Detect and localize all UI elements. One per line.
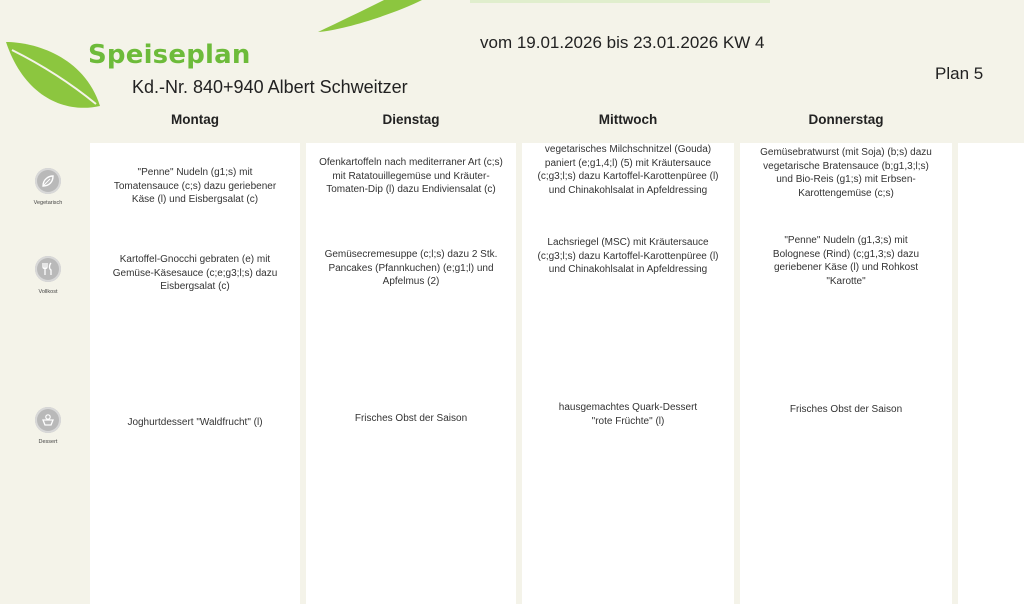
- page-title: Speiseplan: [88, 40, 251, 70]
- day-header-montag: Montag: [171, 112, 219, 127]
- menu-cell-donnerstag-vegetarisch: Gemüsebratwurst (mit Soja) (b;s) dazu vegetarische Bratensauce (b;g1,3;l;s) und Bio-Reis (g1;s) mit Erbsen-Karottengemüse (c;s): [760, 147, 932, 199]
- leaf-plate-icon: [35, 168, 61, 194]
- menu-cell-mittwoch-vegetarisch: vegetarisches Milchschnitzel (Gouda) paniert (e;g1,4;l) (5) mit Kräutersauce (c;g3;l;s) dazu Kartoffel-Karottenpüree (l) und Chinakohlsalat in Apfeldressing: [537, 144, 719, 196]
- cutlery-icon: [35, 256, 61, 282]
- menu-cell-dienstag-vollkost: Gemüsecremesuppe (c;l;s) dazu 2 Stk. Pancakes (Pfannkuchen) (e;g1;l) und Apfelmus (2): [324, 249, 498, 287]
- row-label-vollkost: Vollkost: [38, 289, 58, 295]
- menu-cell-mittwoch-dessert: hausgemachtes Quark-Dessert "rote Früchte" (l): [558, 402, 698, 427]
- leaf-logo-top: [314, 0, 424, 34]
- menu-cell-mittwoch-vollkost: Lachsriegel (MSC) mit Kräutersauce (c;g3;l;s) dazu Kartoffel-Karottenpüree (l) und Chinakohlsalat in Apfeldressing: [537, 237, 719, 275]
- day-header-donnerstag: Donnerstag: [808, 112, 884, 127]
- day-header-dienstag: Dienstag: [382, 112, 440, 127]
- leaf-top-strip: [470, 0, 770, 6]
- plan-number: Plan 5: [935, 64, 984, 83]
- menu-cell-montag-dessert: Joghurtdessert "Waldfrucht" (l): [127, 417, 263, 428]
- day-column-freitag: [958, 143, 1024, 604]
- day-column-mittwoch: [522, 143, 734, 604]
- date-range: vom 19.01.2026 bis 23.01.2026 KW 4: [480, 33, 765, 52]
- menu-cell-dienstag-dessert: Frisches Obst der Saison: [354, 413, 468, 424]
- menu-cell-montag-vollkost: Kartoffel-Gnocchi gebraten (e) mit Gemüse-Käsesauce (c;e;g3;l;s) dazu Eisbergsalat (c): [112, 254, 278, 292]
- day-column-donnerstag: [740, 143, 952, 604]
- row-label-vegetarisch: Vegetarisch: [33, 200, 63, 206]
- row-label-dessert: Dessert: [38, 439, 58, 445]
- day-column-dienstag: [306, 143, 516, 604]
- menu-cell-donnerstag-vollkost: "Penne" Nudeln (g1,3;s) mit Bolognese (Rind) (c;g1,3;s) dazu geriebener Käse (l) und Rohkost "Karotte": [772, 235, 920, 287]
- day-column-montag: [90, 143, 300, 604]
- menu-cell-montag-vegetarisch: "Penne" Nudeln (g1;s) mit Tomatensauce (c;s) dazu geriebener Käse (l) und Eisbergsalat (c): [113, 167, 277, 205]
- day-header-mittwoch: Mittwoch: [598, 112, 658, 127]
- menu-cell-donnerstag-dessert: Frisches Obst der Saison: [789, 404, 903, 415]
- menu-cell-dienstag-vegetarisch: Ofenkartoffeln nach mediterraner Art (c;s) mit Ratatouillegemüse und Kräuter-Tomaten-Dip (l) dazu Endiviensalat (c): [319, 157, 503, 195]
- dessert-icon: [35, 407, 61, 433]
- customer-number: Kd.-Nr. 840+940 Albert Schweitzer: [132, 77, 408, 97]
